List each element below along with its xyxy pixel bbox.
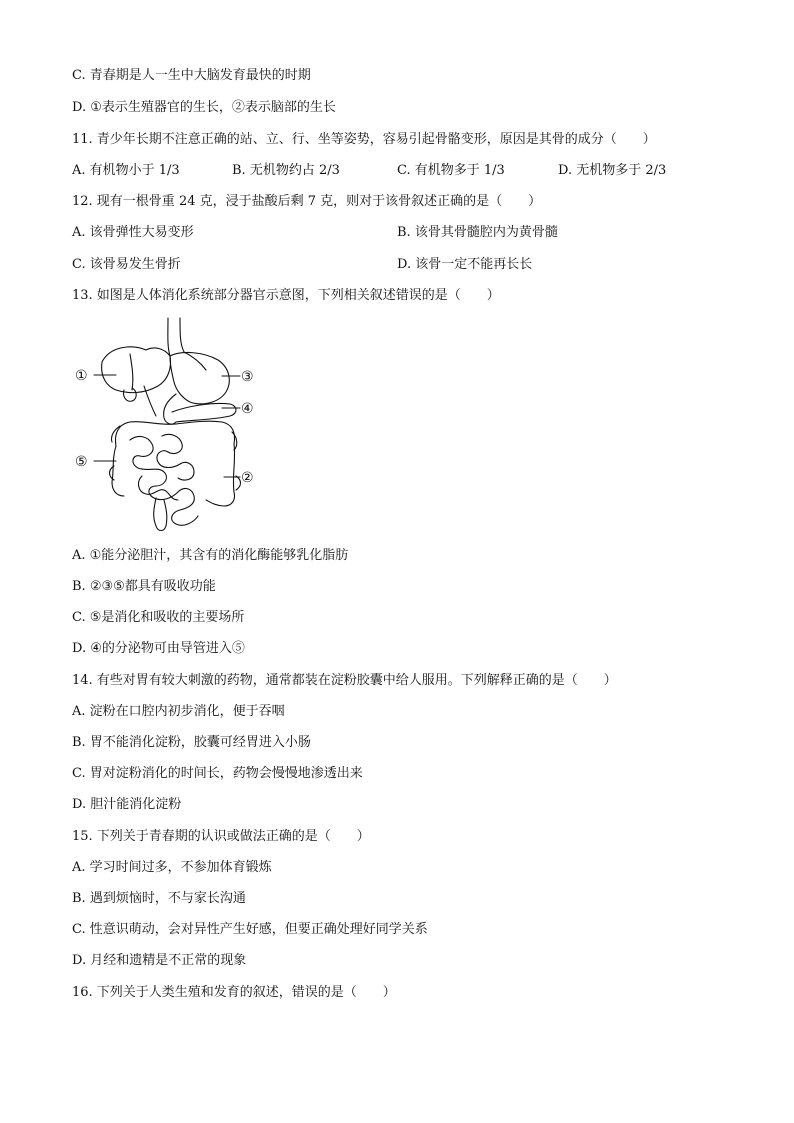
gallbladder: [124, 388, 137, 401]
label-5: ⑤: [75, 454, 88, 470]
q14-stem: 14. 有些对胃有较大刺激的药物，通常都装在淀粉胶囊中给人服用。下列解释正确的是（ ）: [72, 673, 617, 688]
stomach: [170, 353, 229, 404]
q15-option-b: B. 遇到烦恼时，不与家长沟通: [72, 891, 246, 906]
q12-option-b: B. 该骨其骨髓腔内为黄骨髓: [397, 225, 558, 240]
q15-option-c: C. 性意识萌动，会对异性产生好感，但要正确处理好同学关系: [72, 922, 428, 937]
label-4: ④: [241, 401, 254, 417]
label-1: ①: [75, 368, 88, 384]
q14-option-b: B. 胃不能消化淀粉，胶囊可经胃进入小肠: [72, 735, 311, 750]
q14-option-d: D. 胆汁能消化淀粉: [72, 797, 182, 812]
q11-option-d: D. 无机物多于 2/3: [558, 163, 667, 178]
rectum: [154, 498, 167, 531]
q11-option-c: C. 有机物多于 1/3: [397, 163, 505, 178]
pancreas: [172, 403, 236, 422]
label-2: ②: [241, 470, 254, 486]
liver: [102, 347, 171, 393]
q13-option-b: B. ②③⑤都具有吸收功能: [72, 579, 216, 594]
q13-option-a: A. ①能分泌胆汁，其含有的消化酶能够乳化脂肪: [72, 548, 349, 563]
q13-option-c: C. ⑤是消化和吸收的主要场所: [72, 610, 245, 625]
q13-stem: 13. 如图是人体消化系统部分器官示意图，下列相关叙述错误的是（ ）: [72, 288, 500, 303]
small-intestine: [130, 434, 198, 525]
q10-option-d: D. ①表示生殖器官的生长，②表示脑部的生长: [72, 100, 336, 115]
q15-option-d: D. 月经和遗精是不正常的现象: [72, 953, 247, 968]
q16-stem: 16. 下列关于人类生殖和发育的叙述，错误的是（ ）: [72, 985, 396, 1000]
q15-option-a: A. 学习时间过多，不参加体育锻炼: [72, 860, 272, 875]
q12-stem: 12. 现有一根骨重 24 克，浸于盐酸后剩 7 克，则对于该骨叙述正确的是（ ）: [72, 194, 542, 209]
esophagus: [168, 318, 184, 356]
digestive-system-diagram: [72, 316, 262, 534]
label-3: ③: [241, 369, 254, 385]
q14-option-c: C. 胃对淀粉消化的时间长，药物会慢慢地渗透出来: [72, 766, 363, 781]
q11-stem: 11. 青少年长期不注意正确的站、立、行、坐等姿势，容易引起骨骼变形，原因是其骨的成分（ ）: [72, 132, 656, 147]
q13-option-d: D. ④的分泌物可由导管进入⑤: [72, 641, 245, 656]
q12-option-c: C. 该骨易发生骨折: [72, 257, 181, 272]
q12-option-d: D. 该骨一定不能再长长: [397, 257, 533, 272]
q14-option-a: A. 淀粉在口腔内初步消化，便于吞咽: [72, 704, 285, 719]
q11-option-a: A. 有机物小于 1/3: [72, 163, 180, 178]
q12-option-a: A. 该骨弹性大易变形: [72, 225, 194, 240]
q15-stem: 15. 下列关于青春期的认识或做法正确的是（ ）: [72, 829, 370, 844]
q10-option-c: C. 青春期是人一生中大脑发育最快的时期: [72, 68, 311, 83]
q11-option-b: B. 无机物约占 2/3: [232, 163, 340, 178]
